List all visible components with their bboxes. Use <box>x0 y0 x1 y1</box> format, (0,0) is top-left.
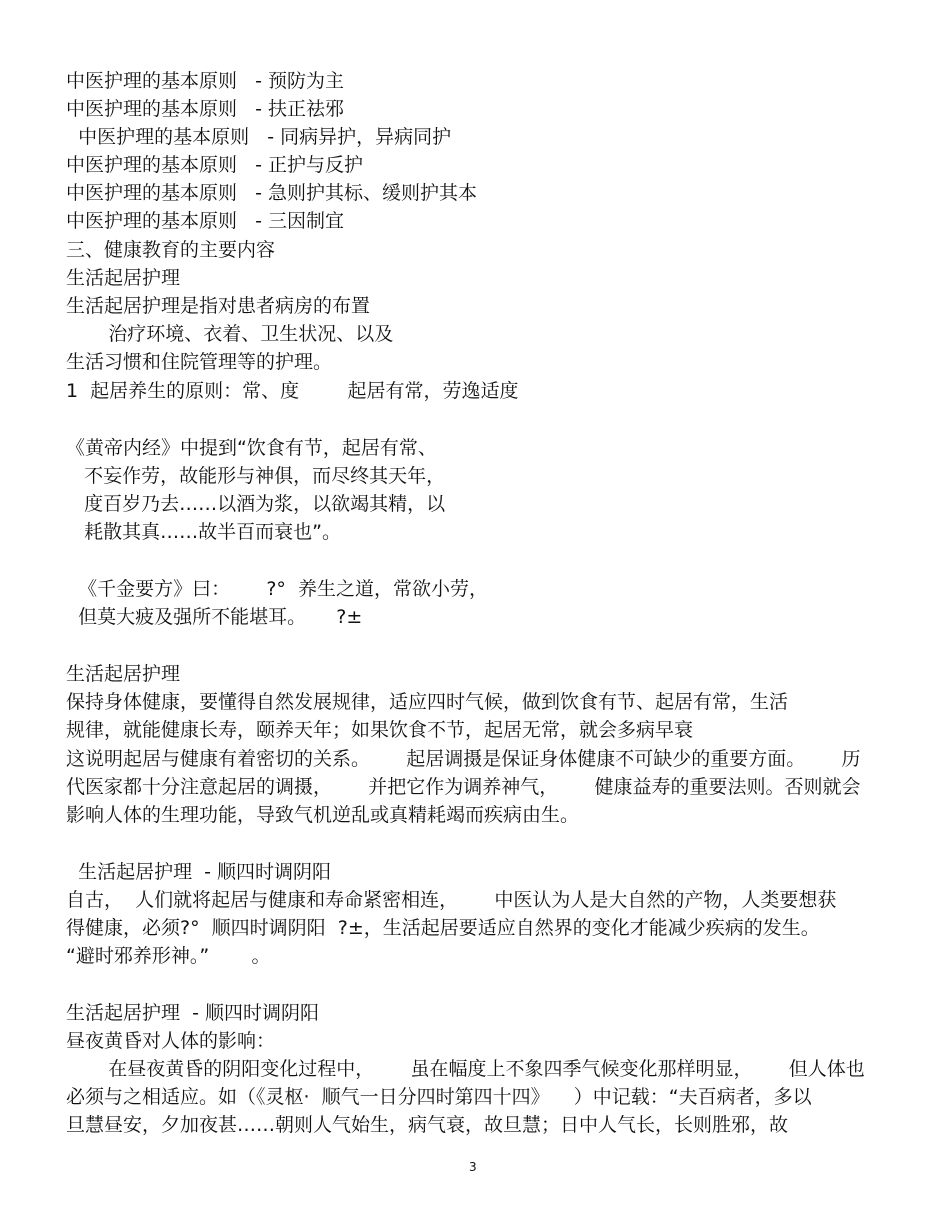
section-heading: 三、健康教育的主要内容 <box>66 239 276 261</box>
text-line: 旦慧昼安，夕加夜甚……朝则人气始生，病气衰，故旦慧；日中人气长，长则胜邪，故 <box>66 1114 789 1136</box>
text-line: 得健康，必须?° 顺四时调阴阳 ?±，生活起居要适应自然界的变化才能减少疾病的发生。 <box>66 917 820 939</box>
subheading: 生活起居护理 <box>66 267 181 289</box>
text-line: 中医护理的基本原则 - 同病异护，异病同护 <box>66 126 452 148</box>
text-line: 这说明起居与健康有着密切的关系。 起居调摄是保证身体健康不可缺少的重要方面。 历 <box>66 748 861 770</box>
text-line: “避时邪养形神。” 。 <box>66 945 271 967</box>
text-line: 代医家都十分注意起居的调摄， 并把它作为调养神气， 健康益寿的重要法则。否则就会 <box>66 776 861 798</box>
text-line: 中医护理的基本原则 - 预防为主 <box>66 70 345 92</box>
text-line: 保持身体健康，要懂得自然发展规律，适应四时气候，做到饮食有节、起居有常，生活 <box>66 691 789 713</box>
text-line: 生活起居护理是指对患者病房的布置 <box>66 295 371 317</box>
quote-line: 《黄帝内经》中提到“饮食有节，起居有常、 <box>66 437 437 459</box>
text-line: 影响人体的生理功能，导致气机逆乱或真精耗竭而疾病由生。 <box>66 804 580 826</box>
text-line: 中医护理的基本原则 - 正护与反护 <box>66 154 364 176</box>
text-line: 必须与之相适应。如（《灵枢· 顺气一日分四时第四十四》 ）中记载：“夫百病者，多以 <box>66 1086 812 1108</box>
quote-line: 耗散其真……故半百而衰也”。 <box>66 521 341 543</box>
text-line: 1 起居养生的原则：常、度 起居有常，劳逸适度 <box>66 380 519 402</box>
text-line: 规律，就能健康长寿，颐养天年；如果饮食不节，起居无常，就会多病早衰 <box>66 719 694 741</box>
text-line: 生活习惯和住院管理等的护理。 <box>66 351 333 373</box>
subheading: 生活起居护理 - 顺四时调阴阳 <box>66 1002 319 1024</box>
text-line: 中医护理的基本原则 - 三因制宜 <box>66 210 345 232</box>
subheading: 生活起居护理 <box>66 663 181 685</box>
page-number: 3 <box>469 1160 477 1174</box>
subheading: 生活起居护理 - 顺四时调阴阳 <box>66 861 332 883</box>
text-line: 治疗环境、衣着、卫生状况、以及 <box>66 323 394 345</box>
quote-line: 度百岁乃去……以酒为浆，以欲竭其精，以 <box>66 493 446 515</box>
text-line: 昼夜黄昏对人体的影响： <box>66 1030 276 1052</box>
quote-line: 《千金要方》曰： ?° 养生之道，常欲小劳， <box>66 578 488 600</box>
quote-line: 不妄作劳，故能形与神俱，而尽终其天年， <box>66 465 446 487</box>
text-line: 自古， 人们就将起居与健康和寿命紧密相连， 中医认为人是大自然的产物，人类要想获 <box>66 889 837 911</box>
quote-line: 但莫大疲及强所不能堪耳。 ?± <box>66 606 363 628</box>
text-line: 在昼夜黄昏的阴阳变化过程中， 虽在幅度上不象四季气候变化那样明显， 但人体也 <box>66 1058 865 1080</box>
text-line: 中医护理的基本原则 - 扶正祛邪 <box>66 98 345 120</box>
text-line: 中医护理的基本原则 - 急则护其标、缓则护其本 <box>66 182 478 204</box>
